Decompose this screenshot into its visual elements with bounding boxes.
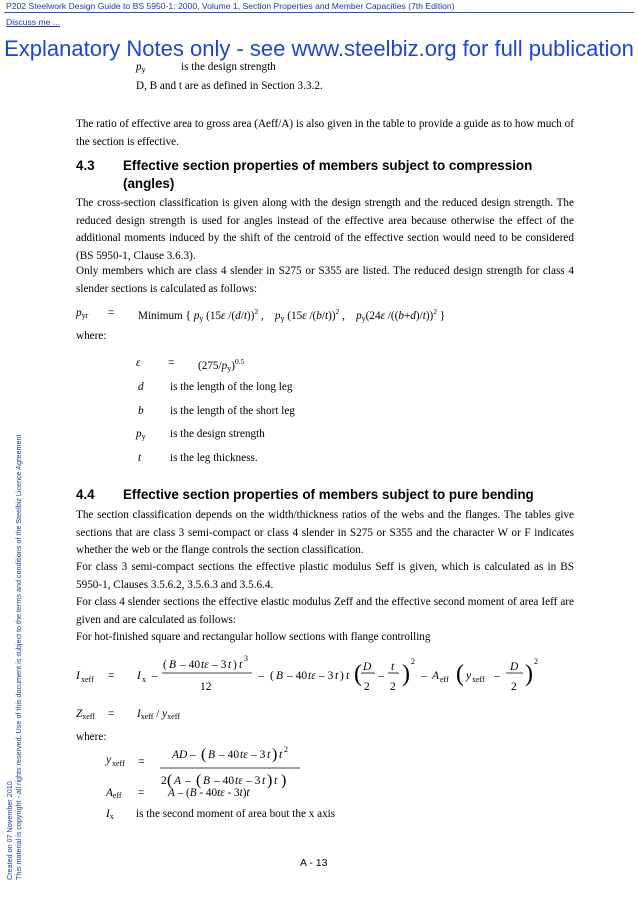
svg-text:t: t — [228, 659, 232, 671]
svg-text:A: A — [174, 775, 182, 787]
def-t-symbol: t — [138, 452, 142, 464]
svg-text:eff: eff — [440, 675, 449, 684]
def-py-desc: is the design strength — [181, 61, 276, 73]
sidebar-copyright: This material is copyright - all rights reserved. Use of this document is subject to the terms and conditions of the Steelbiz Licence Agreement — [13, 434, 23, 880]
svg-text:t: t — [346, 670, 350, 682]
svg-text:(: ( — [456, 661, 464, 687]
svg-text:=: = — [138, 756, 145, 768]
svg-text:– 3: – 3 — [246, 775, 261, 787]
svg-text:t: t — [267, 749, 271, 761]
svg-text:– 40: – 40 — [287, 670, 308, 682]
svg-text:I: I — [76, 670, 80, 682]
def-py2-symbol: $p_y$ — [136, 428, 146, 441]
svg-text:t: t — [335, 670, 339, 682]
svg-text:2: 2 — [364, 681, 370, 693]
svg-text:t: t — [279, 749, 283, 761]
svg-text:t: t — [262, 775, 266, 787]
svg-text:t: t — [239, 659, 243, 671]
svg-text:2: 2 — [390, 681, 396, 693]
def-b-symbol: b — [138, 405, 144, 417]
para-area-ratio: The ratio of effective area to gross area (Aeff/A) is also given in the table to provide a guide as to how much of the section is effective. — [76, 118, 574, 148]
svg-text:D: D — [363, 661, 372, 673]
svg-text:tε: tε — [235, 775, 243, 787]
svg-text:–: – — [152, 670, 158, 682]
svg-text:AD: AD — [172, 749, 188, 761]
svg-text:xeff: xeff — [472, 675, 485, 684]
section-4-3-para1: The cross-section classification is given along with the design strength and the reduced design strength. The reduced design strength is used for angles instead of the effective area because otherwise the effect of the additional moments induced by the shift of the centroid of the effective section would need to be considered (BS 5950-1, Clause 3.6.3). — [76, 197, 574, 262]
svg-text:– 3: – 3 — [212, 659, 227, 671]
svg-text:(: ( — [167, 772, 173, 789]
svg-text:2: 2 — [284, 746, 288, 754]
section-4-4-para2: For class 3 semi-compact sections the effective plastic modulus Seff is given, which is calculated as in BS 5950-1, Clauses 3.5.6.2, 3.5.6.3 and 3.5.6.4. — [76, 561, 574, 591]
publication-banner[interactable]: Explanatory Notes only - see www.steelbiz.org for full publication — [4, 36, 634, 61]
svg-text:): ) — [340, 670, 344, 682]
svg-text:D: D — [510, 661, 519, 673]
section-4-4-para4: For hot-finished square and rectangular hollow sections with flange controlling — [76, 631, 431, 643]
svg-text:B: B — [276, 670, 284, 682]
svg-text:–: – — [185, 775, 191, 787]
svg-text:2: 2 — [411, 657, 415, 666]
def-ix-desc: is the second moment of area bout the x axis — [136, 808, 336, 820]
svg-text:–: – — [190, 749, 196, 761]
section-4-3-title-line1: Effective section properties of members subject to compression — [123, 158, 533, 173]
svg-text:– 40: – 40 — [180, 659, 201, 671]
section-4-3-title-line2: (angles) — [123, 176, 175, 191]
equation-aeff: $A_{eff}$ = A – (B - 40tε - 3t)t — [106, 787, 250, 800]
svg-text:): ) — [272, 746, 278, 763]
svg-text:tε: tε — [240, 749, 248, 761]
svg-text:2: 2 — [161, 775, 167, 787]
page-number: A - 13 — [300, 857, 328, 869]
svg-text:(: ( — [196, 772, 202, 789]
def-epsilon: ε = $(275/p_y)^{0.5}$ — [136, 357, 245, 373]
def-py-symbol: $p_y$ — [136, 61, 146, 74]
svg-text:I: I — [137, 670, 141, 682]
svg-text:2: 2 — [534, 657, 538, 666]
svg-text:– 40: – 40 — [214, 775, 235, 787]
svg-text:(: ( — [354, 661, 362, 687]
def-dbt: D, B and t are as defined in Section 3.3.2. — [136, 80, 323, 92]
svg-text:tε: tε — [201, 659, 209, 671]
svg-text:A: A — [432, 670, 440, 682]
svg-text:B: B — [169, 659, 177, 671]
svg-text:): ) — [525, 661, 533, 687]
running-title: P202 Steelwork Design Guide to BS 5950-1: 2000, Volume 1, Section Properties and Member Capacities (7th Edition) — [6, 1, 455, 11]
where-label-4-3: where: — [76, 330, 107, 342]
svg-text:x: x — [142, 675, 146, 684]
equation-yxeff — [100, 746, 330, 792]
header-rule — [4, 12, 634, 13]
svg-text:(: ( — [270, 670, 274, 682]
def-py2-desc: is the design strength — [170, 428, 265, 440]
svg-text:–: – — [494, 670, 500, 682]
svg-text:): ) — [281, 772, 287, 789]
svg-text:=: = — [108, 670, 115, 682]
section-4-4-para3: For class 4 slender sections the effective elastic modulus Zeff and the effective second moment of area Ieff are given and are calculated as follows: — [76, 596, 574, 626]
def-d-desc: is the length of the long leg — [170, 381, 293, 393]
def-t-desc: is the leg thickness. — [170, 452, 258, 464]
svg-text:): ) — [233, 659, 237, 671]
svg-text:–: – — [258, 670, 264, 682]
equation-ixeff — [70, 648, 630, 700]
equation-pyr: $p_{yr}$ = Minimum { $p_y$ (15ε /(d/t))$^2$ , $p_y$ (15ε /(b/t))$^2$ , $p_y(24\varepsilon$ /((b+d)/t))$^2$ } — [76, 307, 446, 323]
section-4-4-para1: The section classification depends on the width/thickness ratios of the webs and the flanges. The tables give sections that are class 3 semi-compact or class 4 slender in S275 or S355 and the character W or F indicates whether the web or the flange controls the section classification. — [76, 509, 574, 556]
section-4-4-heading — [76, 486, 616, 504]
svg-text:xeff: xeff — [81, 675, 94, 684]
svg-text:2: 2 — [511, 681, 517, 693]
section-4-3-number: 4.3 — [76, 158, 95, 173]
svg-text:t: t — [391, 661, 395, 673]
svg-text:– 40: – 40 — [219, 749, 240, 761]
svg-text:): ) — [267, 772, 273, 789]
svg-text:y: y — [466, 670, 472, 682]
def-ix: $I_x$ is the second moment of area bout the x axis — [106, 808, 336, 821]
svg-text:(: ( — [163, 659, 167, 671]
sidebar-created: Created on 07 November 2010 — [5, 781, 14, 880]
svg-text:(: ( — [201, 746, 207, 763]
svg-text:–: – — [378, 670, 384, 682]
svg-text:3: 3 — [244, 654, 248, 663]
svg-text:12: 12 — [200, 681, 212, 693]
svg-text:tε: tε — [308, 670, 316, 682]
svg-text:–: – — [421, 670, 427, 682]
svg-text:B: B — [203, 775, 211, 787]
section-4-3-para2: Only members which are class 4 slender in S275 or S355 are listed. The reduced design strength for class 4 slender sections is calculated as follows: — [76, 265, 574, 295]
svg-text:xeff: xeff — [112, 759, 125, 768]
svg-text:y: y — [106, 754, 112, 766]
section-4-4-number: 4.4 — [76, 487, 95, 502]
svg-text:– 3: – 3 — [251, 749, 266, 761]
svg-text:): ) — [402, 661, 410, 687]
svg-text:t: t — [274, 775, 278, 787]
def-d-symbol: d — [138, 381, 144, 393]
svg-text:B: B — [208, 749, 216, 761]
svg-text:– 3: – 3 — [319, 670, 334, 682]
where-label-4-4: where: — [76, 731, 107, 743]
def-b-desc: is the length of the short leg — [170, 405, 295, 417]
discuss-link[interactable]: Discuss me ... — [6, 17, 60, 27]
section-4-3-heading — [76, 157, 574, 193]
equation-zxeff: $Z_{xeff}$ = $I_{xeff} / y_{xeff}$ — [76, 708, 180, 721]
section-4-4-title: Effective section properties of members subject to pure bending — [123, 487, 534, 502]
copyright-sidebar — [6, 435, 23, 880]
